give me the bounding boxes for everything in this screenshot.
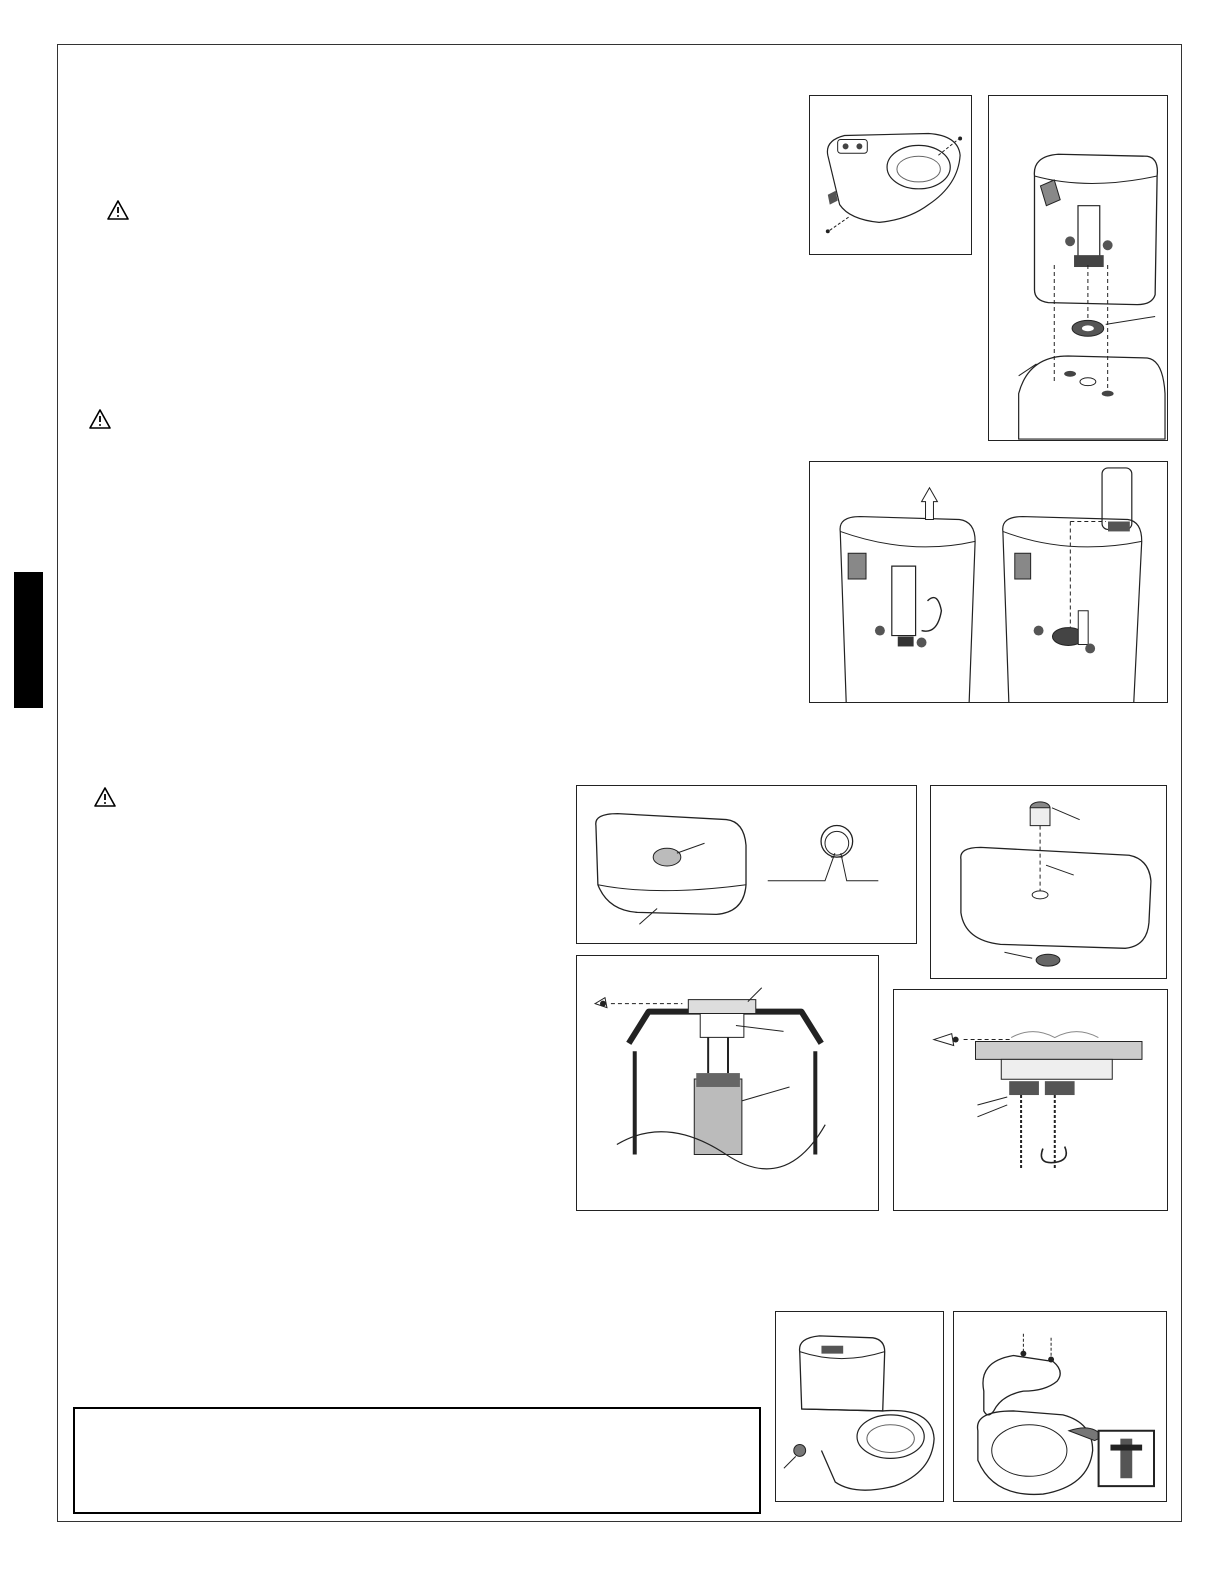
button-rod-adjust-illustration xyxy=(894,990,1167,1210)
figure-button-adjust xyxy=(893,989,1168,1211)
warning-triangle-icon xyxy=(106,199,130,221)
figure-bowl-bolts xyxy=(809,95,972,255)
section-tab xyxy=(14,572,43,708)
figure-complete-toilet xyxy=(775,1311,944,1502)
warning-triangle-icon xyxy=(93,786,117,808)
figure-seat-install xyxy=(953,1311,1167,1502)
push-button-assembly-illustration xyxy=(931,786,1166,978)
figure-button-assembly xyxy=(930,785,1167,979)
figure-tank-lid-button xyxy=(576,785,917,944)
figure-button-section xyxy=(576,955,879,1211)
tank-lid-push-button-illustration xyxy=(577,786,916,943)
toilet-bowl-illustration xyxy=(810,96,971,254)
flush-valve-removal-illustration xyxy=(810,462,1167,702)
warning-triangle-icon xyxy=(88,408,112,430)
tank-exploded-illustration xyxy=(989,96,1167,440)
notice-box xyxy=(73,1407,761,1514)
seat-installation-illustration xyxy=(954,1312,1166,1501)
figure-tank-install xyxy=(988,95,1168,441)
button-cross-section-illustration xyxy=(577,956,878,1210)
assembled-toilet-illustration xyxy=(776,1312,943,1501)
figure-flush-valve xyxy=(809,461,1168,703)
